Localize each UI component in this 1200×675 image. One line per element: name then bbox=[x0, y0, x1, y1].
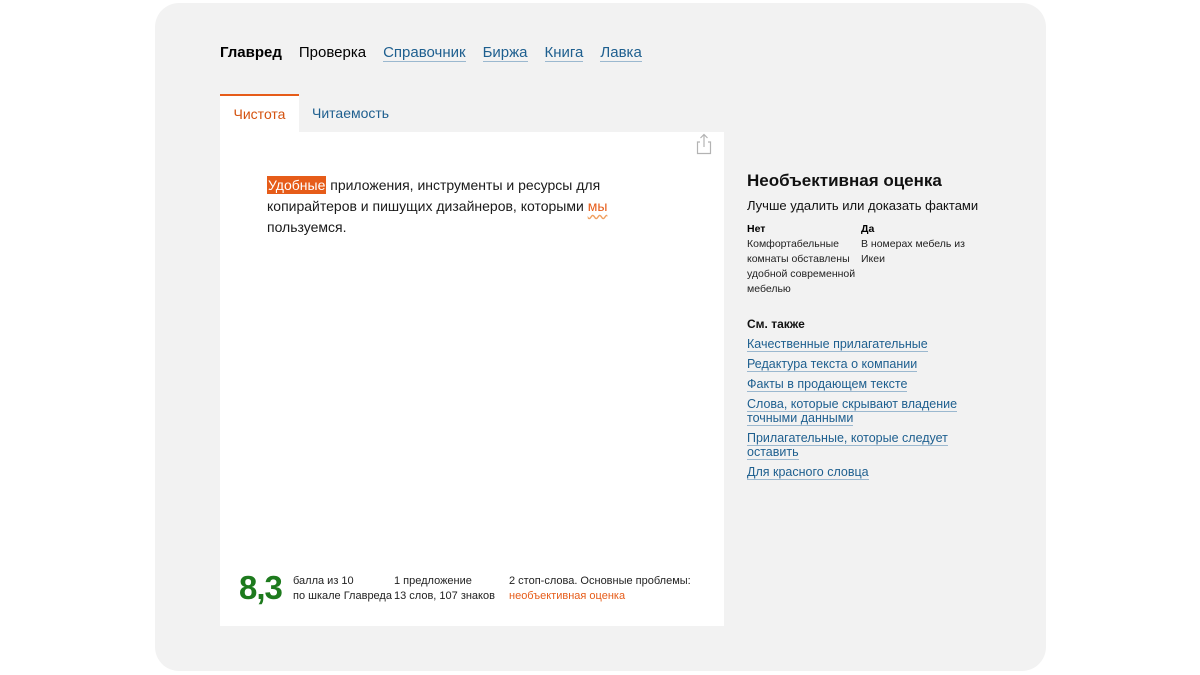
see-also-heading: См. также bbox=[747, 317, 805, 331]
sentence-count: 1 предложение bbox=[394, 575, 472, 587]
explanation-panel bbox=[747, 171, 987, 485]
nav-brand[interactable]: Главред bbox=[220, 44, 282, 61]
tab-chistota[interactable]: Чистота bbox=[220, 94, 299, 132]
app-card bbox=[155, 3, 1046, 671]
see-also-link-text[interactable]: Качественные прилагательные bbox=[747, 337, 928, 351]
text-segment: пользуемся. bbox=[267, 219, 347, 235]
text-segment: приложения, инструменты и ресурсы для копирайтеров и пишущих дизайнеров, которыми bbox=[267, 177, 601, 214]
see-also-link[interactable] bbox=[747, 337, 972, 351]
see-also-link[interactable] bbox=[747, 357, 972, 371]
nav-link-birzha[interactable]: Биржа bbox=[482, 44, 528, 61]
panel-title: Необъективная оценка bbox=[747, 171, 942, 190]
nav-item-proverka[interactable]: Проверка bbox=[298, 44, 367, 61]
score-value: 8,3 bbox=[239, 569, 282, 606]
tab-chitaemost[interactable]: Читаемость bbox=[312, 105, 390, 121]
example-yes-heading: Да bbox=[861, 223, 875, 235]
see-also-link-text[interactable]: Редактура текста о компании bbox=[747, 357, 918, 371]
text-stats bbox=[394, 574, 495, 604]
example-no bbox=[747, 222, 861, 297]
see-also-link[interactable] bbox=[747, 397, 972, 425]
example-no-heading: Нет bbox=[747, 223, 766, 235]
see-also-link[interactable] bbox=[747, 377, 972, 391]
top-navigation bbox=[220, 44, 659, 62]
nav-link-kniga[interactable]: Книга bbox=[544, 44, 584, 61]
problem-link[interactable]: необъективная оценка bbox=[509, 590, 626, 602]
word-count: 13 слов, 107 знаков bbox=[394, 590, 495, 602]
highlighted-word[interactable]: Удобные bbox=[268, 177, 326, 193]
score-caption-line1: балла из 10 bbox=[293, 575, 354, 587]
problems-summary bbox=[509, 574, 691, 604]
example-yes-text: В номерах мебель из Икеи bbox=[861, 238, 965, 265]
nav-link-lavka[interactable]: Лавка bbox=[600, 44, 642, 61]
share-icon[interactable] bbox=[694, 132, 714, 156]
see-also-link[interactable] bbox=[747, 431, 972, 459]
score-caption-line2: по шкале Главреда bbox=[293, 590, 392, 602]
see-also-links bbox=[747, 337, 987, 479]
see-also-link-text[interactable]: Для красного словца bbox=[747, 465, 869, 479]
text-editor[interactable] bbox=[220, 132, 724, 626]
example-no-text: Комфортабельные комнаты обставлены удобной современной мебелью bbox=[747, 238, 856, 295]
panel-subtitle: Лучше удалить или доказать фактами bbox=[747, 198, 979, 213]
stop-words-count: 2 стоп-слова. Основные проблемы: bbox=[509, 575, 691, 587]
nav-link-spravochnik[interactable]: Справочник bbox=[383, 44, 466, 61]
editor-text[interactable] bbox=[267, 175, 627, 238]
see-also-link-text[interactable]: Прилагательные, которые следует оставить bbox=[747, 431, 948, 459]
see-also-link[interactable] bbox=[747, 465, 972, 479]
score-caption bbox=[293, 574, 392, 604]
see-also-link-text[interactable]: Слова, которые скрывают владение точными данными bbox=[747, 397, 958, 425]
examples bbox=[747, 222, 987, 297]
see-also-link-text[interactable]: Факты в продающем тексте bbox=[747, 377, 908, 391]
example-yes bbox=[861, 222, 971, 297]
warning-word[interactable]: мы bbox=[587, 198, 608, 214]
